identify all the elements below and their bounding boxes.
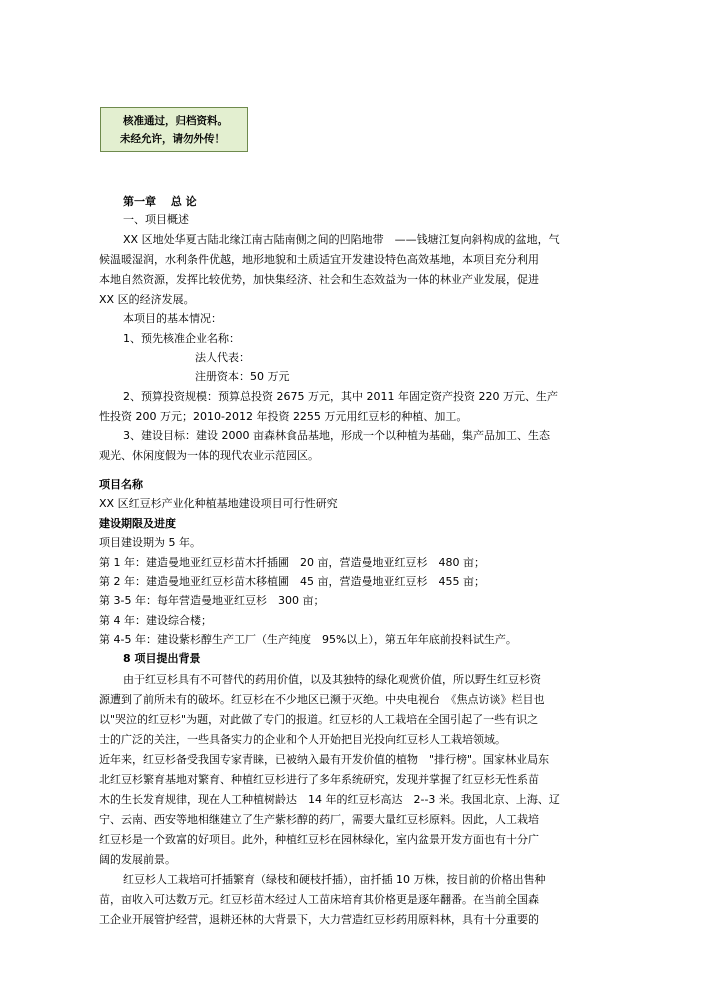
section-heading: 一、项目概述 — [123, 213, 189, 226]
project-name-label: 项目名称 — [99, 478, 143, 491]
background-line: 木的生长发育规律，现在人工种植树龄达 14 年的红豆杉高达 2--3 米。我国北京、上海、辽 — [99, 793, 560, 806]
background-line: 近年来，红豆杉备受我国专家青睐，已被纳入最有开发价值的植物 "排行榜"。国家林业局东 — [99, 753, 550, 766]
background-line: 源遭到了前所未有的破坏。红豆杉在不少地区已濒于灭绝。中央电视台 《焦点访谈》栏目也 — [99, 693, 545, 706]
project-name: XX 区红豆杉产业化种植基地建设项目可行性研究 — [99, 497, 338, 510]
stamp-line-2: 未经允许，请勿外传！ — [120, 133, 225, 145]
period-line: 第 1 年：建造曼地亚红豆杉苗木扦插圃 20 亩，营造曼地亚红豆杉 480 亩； — [99, 556, 485, 569]
background-line: 红豆杉人工栽培可扦插繁育（绿枝和硬枝扦插），亩扦插 10 万株，按目前的价格出售种 — [123, 873, 546, 886]
company-name-label: 1、预先核准企业名称： — [123, 332, 240, 345]
investment-line: 性投资 200 万元；2010-2012 年投资 2255 万元用红豆杉的种植、加工。 — [99, 410, 468, 423]
period-line: 第 4 年：建设综合楼； — [99, 614, 212, 627]
stamp-line-1: 核准通过，归档资料。 — [123, 115, 228, 127]
paragraph-line: 本地自然资源，发挥比较优势，加快集经济、社会和生态效益为一体的林业产业发展，促进 — [99, 273, 539, 286]
period-label: 建设期限及进度 — [99, 517, 176, 530]
background-line: 宁、云南、西安等地相继建立了生产紫杉醇的药厂，需要大量红豆杉原料。因此，人工栽培 — [99, 813, 539, 826]
period-line: 第 4-5 年：建设紫杉醇生产工厂（生产纯度 95%以上），第五年年底前投料试生产。 — [99, 633, 517, 646]
paragraph-line: XX 区地处华夏古陆北缘江南古陆南侧之间的凹陷地带 ——钱塘江复向斜构成的盆地，气 — [123, 233, 560, 246]
goal-line: 观光、休闲度假为一体的现代农业示范园区。 — [99, 449, 319, 462]
paragraph-line: XX 区的经济发展。 — [99, 293, 195, 306]
goal-line: 3、建设目标：建设 2000 亩森林食品基地，形成一个以种植为基础，集产品加工、生态 — [123, 429, 550, 442]
background-line: 工企业开展管护经营，退耕还林的大背景下，大力营造红豆杉药用原料林，具有十分重要的 — [99, 913, 539, 926]
approval-stamp — [100, 107, 248, 152]
period-line: 项目建设期为 5 年。 — [99, 536, 201, 549]
period-line: 第 2 年：建造曼地亚红豆杉苗木移植圃 45 亩，营造曼地亚红豆杉 455 亩； — [99, 575, 485, 588]
registered-capital: 注册资本：50 万元 — [195, 370, 290, 383]
investment-line: 2、预算投资规模：预算总投资 2675 万元，其中 2011 年固定资产投资 220 万元、生产 — [123, 390, 558, 403]
background-line: 北红豆杉繁育基地对繁育、种植红豆杉进行了多年系统研究，发现并掌握了红豆杉无性系苗 — [99, 773, 539, 786]
background-line: 由于红豆杉具有不可替代的药用价值，以及其独特的绿化观赏价值，所以野生红豆杉资 — [123, 673, 541, 686]
background-heading: 8 项目提出背景 — [123, 652, 201, 665]
background-line: 阔的发展前景。 — [99, 853, 176, 866]
background-line: 苗，亩收入可达数万元。红豆杉苗木经过人工苗床培育其价格更是逐年翻番。在当前全国森 — [99, 893, 539, 906]
legal-rep-label: 法人代表： — [195, 351, 250, 364]
background-line: 士的广泛的关注，一些具备实力的企业和个人开始把目光投向红豆杉人工栽培领域。 — [99, 733, 506, 746]
background-line: 红豆杉是一个致富的好项目。此外，种植红豆杉在园林绿化，室内盆景开发方面也有十分广 — [99, 833, 539, 846]
basic-info-heading: 本项目的基本情况： — [123, 312, 222, 325]
background-line: 以"哭泣的红豆杉"为题，对此做了专门的报道。红豆杉的人工栽培在全国引起了一些有识之 — [99, 713, 539, 726]
period-line: 第 3-5 年：每年营造曼地亚红豆杉 300 亩； — [99, 594, 325, 607]
paragraph-line: 候温暖湿润，水利条件优越，地形地貌和土质适宜开发建设特色高效基地，本项目充分利用 — [99, 253, 539, 266]
chapter-title: 第一章 总 论 — [123, 195, 197, 208]
